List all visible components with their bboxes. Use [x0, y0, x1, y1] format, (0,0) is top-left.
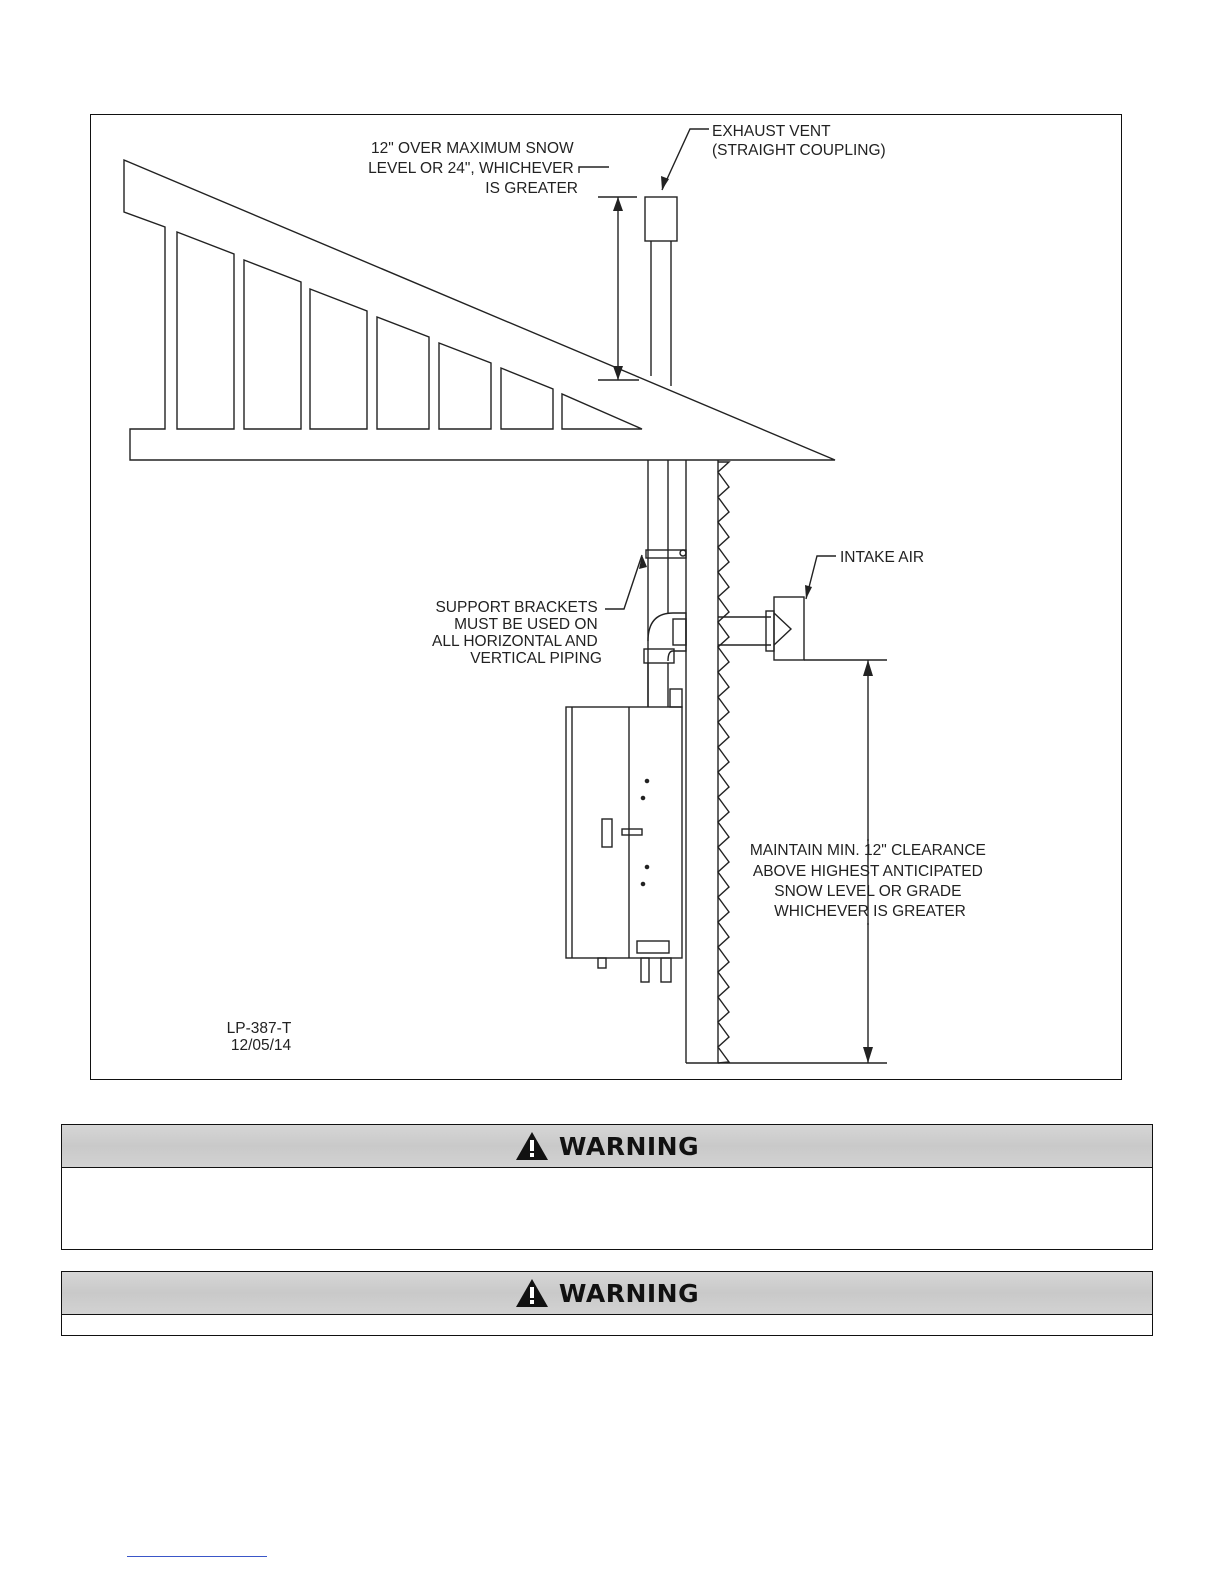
- brackets-line-1: SUPPORT BRACKETS: [435, 599, 598, 616]
- warning-box: [61, 1124, 1153, 1250]
- warning-title: WARNING: [558, 1278, 700, 1308]
- vent-elbow: [648, 613, 686, 661]
- drawing-id: LP-387-T: [226, 1020, 292, 1037]
- roof-outline: [124, 160, 835, 460]
- drawing-date: 12/05/14: [230, 1037, 292, 1054]
- warning-box: [61, 1271, 1153, 1336]
- siding-wall: [718, 462, 729, 1063]
- footer-link-underline[interactable]: [127, 1556, 267, 1557]
- clearance-line-3: SNOW LEVEL OR GRADE: [774, 883, 962, 900]
- brackets-line-2: MUST BE USED ON: [454, 616, 598, 633]
- warning-triangle-icon: [515, 1131, 549, 1161]
- heater-window: [602, 819, 612, 847]
- exhaust-vent-label: [712, 123, 886, 159]
- rafter-panel: [501, 368, 553, 429]
- rafter-panel: [310, 289, 367, 429]
- snow-line-3: IS GREATER: [485, 180, 578, 197]
- exhaust-coupling: [645, 197, 677, 241]
- snow-clearance-label: [368, 140, 578, 197]
- brackets-line-4: VERTICAL PIPING: [470, 650, 602, 667]
- snow-line-1: 12" OVER MAXIMUM SNOW: [370, 140, 574, 157]
- intake-tee: [774, 597, 804, 660]
- clearance-line-4: WHICHEVER IS GREATER: [774, 903, 966, 920]
- exhaust-line-2: (STRAIGHT COUPLING): [712, 142, 886, 159]
- warning-header: [62, 1272, 1152, 1315]
- brackets-line-3: ALL HORIZONTAL AND: [432, 633, 598, 650]
- warning-triangle-icon: [515, 1278, 549, 1308]
- intake-air-label: INTAKE AIR: [840, 549, 925, 566]
- warning-title: WARNING: [558, 1131, 700, 1161]
- rafter-panel: [439, 343, 491, 429]
- warning-header: [62, 1125, 1152, 1168]
- rafter-panel: [377, 317, 429, 429]
- exhaust-line-1: EXHAUST VENT: [712, 123, 831, 140]
- rafter-panel: [177, 232, 234, 429]
- vent-diagram: [1, 1, 1224, 1585]
- clearance-line-1: MAINTAIN MIN. 12" CLEARANCE: [749, 842, 986, 859]
- figure-frame: [90, 114, 1122, 1080]
- clearance-line-2: ABOVE HIGHEST ANTICIPATED: [752, 863, 983, 880]
- rafter-panel: [562, 394, 642, 429]
- rafter-panel: [244, 260, 301, 429]
- support-brackets-label: [432, 599, 602, 667]
- drawing-stamp: [227, 1020, 296, 1054]
- snow-line-2: LEVEL OR 24", WHICHEVER: [368, 160, 574, 177]
- water-heater: [566, 707, 682, 958]
